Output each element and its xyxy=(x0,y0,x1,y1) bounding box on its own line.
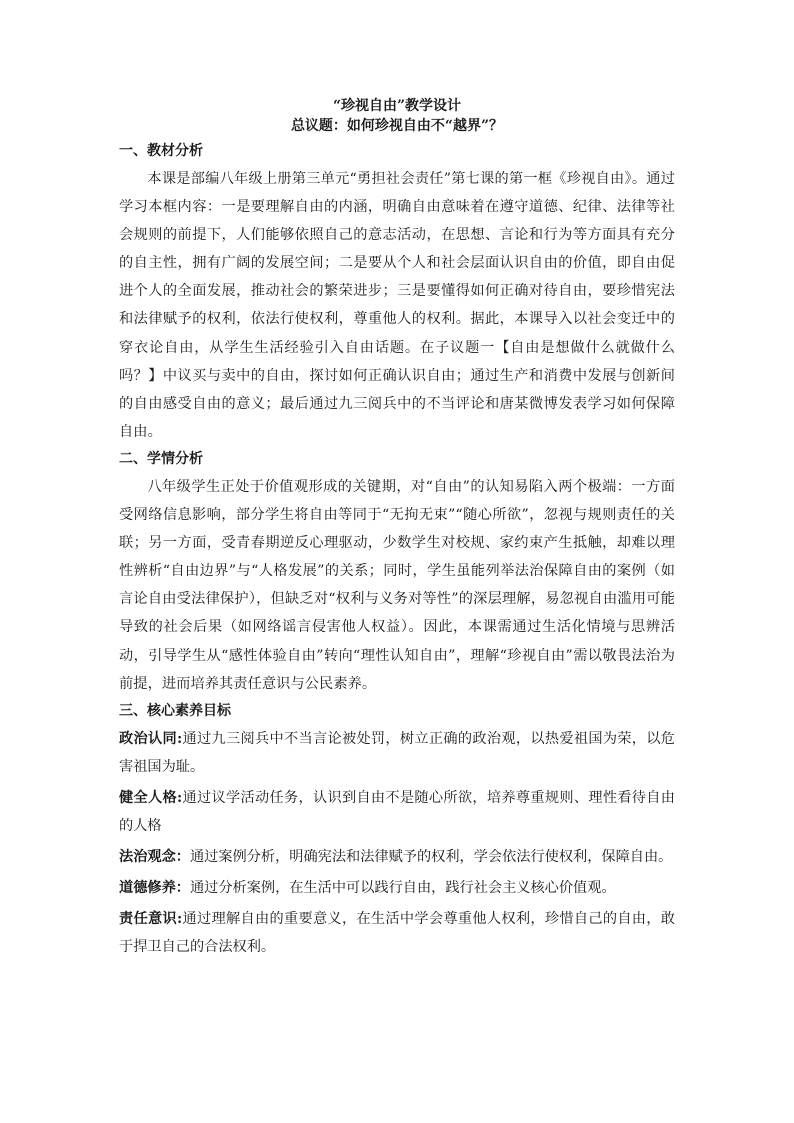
section-heading-textbook-analysis: 一、教材分析 xyxy=(119,143,203,159)
student-analysis-paragraph: 八年级学生正处于价值观形成的关键期，对“自由”的认知易陷入两个极端：一方面受网络信息影响，部分学生将自由等同于“无拘无束”“随心所欲”，忽视与规则责任的关联；另一方面，受青春期逆反心理驱动，少数学生对校规、家约束产生抵触，却难以理性辨析“自由边界”与“人格发展”的关系；同时，学生虽能列举法治保障自由的案例（如言论自由受法律保护），但缺乏对“权利与义务对等性”的深层理解，易忽视自由滥用可能导致的社会后果（如网络谣言侵害他人权益）。因此，本课需通过生活化情境与思辨活动，引导学生从“感性体验自由”转向“理性认知自由”，理解“珍视自由”需以敬畏法治为前提，进而培养其责任意识与公民素养。 xyxy=(119,478,675,692)
goal-text: 通过理解自由的重要意义，在生活中学会尊重他人权利，珍惜自己的自由，敢于捍卫自己的合法权利。 xyxy=(119,911,675,956)
goal-label: 政治认同: xyxy=(119,730,183,747)
document-title: “珍视自由”教学设计 xyxy=(332,98,462,114)
section-textbook-analysis xyxy=(119,141,675,446)
goal-label: 道德修养： xyxy=(119,880,190,897)
goal-text: 通过分析案例，在生活中可以践行自由，践行社会主义核心价值观。 xyxy=(189,880,616,897)
goal-political-identity xyxy=(119,725,675,781)
goal-text: 通过议学活动任务，认识到自由不是随心所欲，培养尊重规则、理性看待自由的人格 xyxy=(119,789,675,834)
textbook-analysis-paragraph: 本课是部编八年级上册第三单元“勇担社会责任”第七课的第一框《珍视自由》。通过学习本框内容：一是要理解自由的内涵，明确自由意味着在遵守道德、纪律、法律等社会规则的前提下，人们能够依照自己的意志活动，在思想、言论和行为等方面具有充分的自主性，拥有广阔的发展空间；二是要从个人和社会层面认识自由的价值，即自由促进个人的全面发展，推动社会的繁荣进步；三是要懂得如何正确对待自由，要珍惜宪法和法律赋予的权利，依法行使权利，尊重他人的权利。据此，本课导入以社会变迁中的穿衣论自由，从学生生活经验引入自由话题。在子议题一【自由是想做什么就做什么吗？】中议买与卖中的自由，探讨如何正确认识自由；通过生产和消费中发展与创新间的自由感受自由的意义；最后通过九三阅兵中的不当评论和唐某微博发表学习如何保障自由。 xyxy=(119,171,675,440)
section-heading-core-literacy-goals: 三、核心素养目标 xyxy=(119,702,231,719)
section-student-analysis xyxy=(119,449,675,698)
document-page xyxy=(119,96,675,964)
goal-text: 通过九三阅兵中不当言论被处罚，树立正确的政治观，以热爱祖国为荣，以危害祖国为耻。 xyxy=(119,730,675,775)
goal-text: 通过案例分析，明确宪法和法律赋予的权利，学会依法行使权利，保障自由。 xyxy=(189,849,673,866)
document-subtitle: 总议题：如何珍视自由不“越界”？ xyxy=(290,118,504,134)
goal-moral-cultivation xyxy=(119,874,675,902)
section-heading-student-analysis: 二、学情分析 xyxy=(119,450,203,467)
goal-rule-of-law xyxy=(119,843,675,871)
goal-responsibility xyxy=(119,905,675,961)
goal-sound-personality xyxy=(119,784,675,840)
goal-label: 责任意识: xyxy=(119,911,183,928)
section-core-literacy-goals xyxy=(119,701,675,962)
goal-label: 健全人格: xyxy=(119,789,183,806)
goal-label: 法治观念： xyxy=(119,849,190,866)
